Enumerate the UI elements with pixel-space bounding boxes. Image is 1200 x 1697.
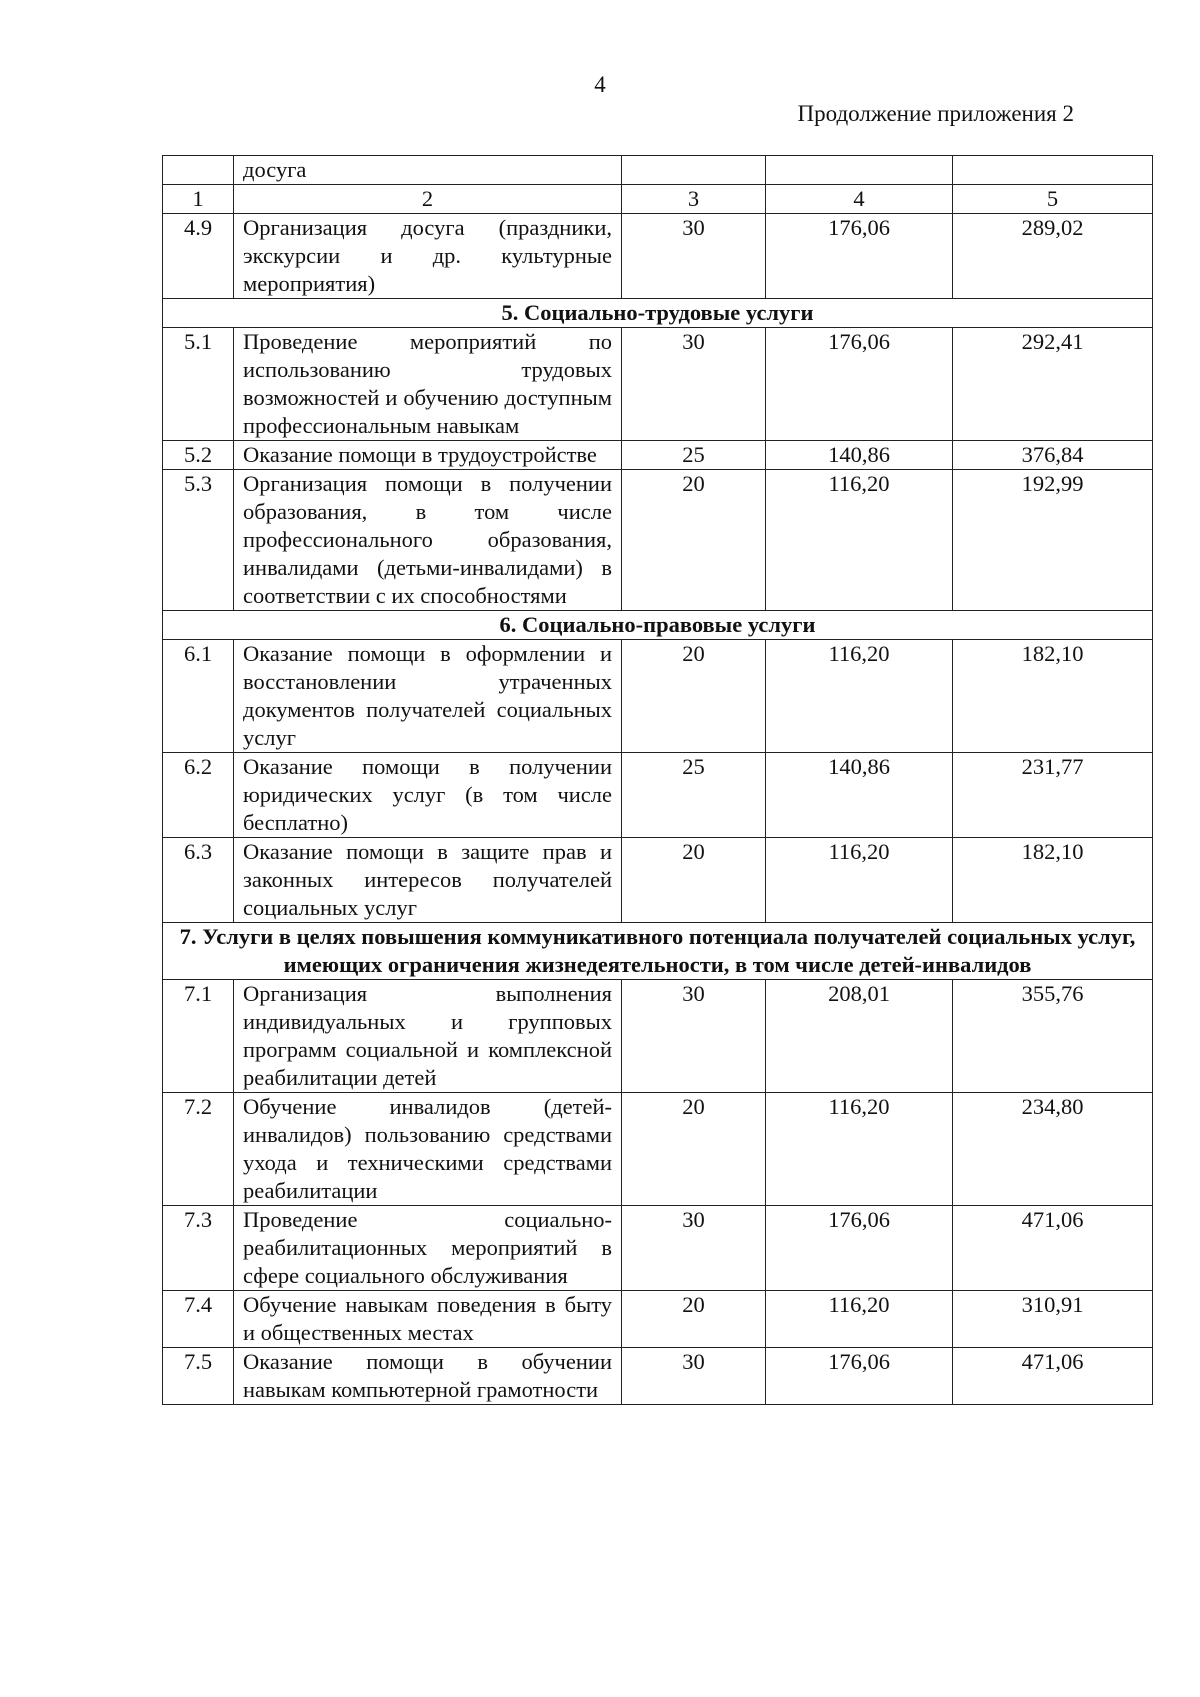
services-table bbox=[162, 155, 1153, 1405]
table-row bbox=[163, 838, 1153, 923]
tariff-value: 376,84 bbox=[953, 441, 1153, 470]
cost-value: 116,20 bbox=[766, 838, 953, 923]
row-number: 7.3 bbox=[163, 1206, 234, 1291]
service-name: Проведение мероприятий по использованию трудовых возможностей и обучению доступным профессиональным навыкам bbox=[234, 328, 622, 441]
column-number: 3 bbox=[622, 185, 766, 214]
table-cell bbox=[953, 156, 1153, 185]
section-heading-row bbox=[163, 923, 1153, 980]
table-row bbox=[163, 1291, 1153, 1348]
cost-value: 116,20 bbox=[766, 640, 953, 753]
cost-value: 176,06 bbox=[766, 1206, 953, 1291]
table-row bbox=[163, 753, 1153, 838]
service-name: Обучение навыкам поведения в быту и общественных местах bbox=[234, 1291, 622, 1348]
norm-value: 30 bbox=[622, 980, 766, 1093]
table-row bbox=[163, 441, 1153, 470]
norm-value: 30 bbox=[622, 1348, 766, 1405]
norm-value: 20 bbox=[622, 1291, 766, 1348]
row-number: 7.5 bbox=[163, 1348, 234, 1405]
continuation-label: Продолжение приложения 2 bbox=[797, 101, 1074, 126]
service-name: Оказание помощи в защите прав и законных интересов получателей социальных услуг bbox=[234, 838, 622, 923]
row-number: 6.1 bbox=[163, 640, 234, 753]
norm-value: 30 bbox=[622, 1206, 766, 1291]
table-cell bbox=[622, 156, 766, 185]
norm-value: 20 bbox=[622, 470, 766, 611]
section-heading-row bbox=[163, 299, 1153, 328]
table-row bbox=[163, 1093, 1153, 1206]
tariff-value: 471,06 bbox=[953, 1206, 1153, 1291]
service-name: Организация помощи в получении образования, в том числе профессионального образования, инвалидами (детьми-инвалидами) в соответствии с их способностями bbox=[234, 470, 622, 611]
table-cell bbox=[163, 156, 234, 185]
column-number: 1 bbox=[163, 185, 234, 214]
column-number: 4 bbox=[766, 185, 953, 214]
service-name: Оказание помощи в получении юридических услуг (в том числе бесплатно) bbox=[234, 753, 622, 838]
row-number: 6.3 bbox=[163, 838, 234, 923]
tariff-value: 289,02 bbox=[953, 214, 1153, 299]
row-number: 7.4 bbox=[163, 1291, 234, 1348]
table-row bbox=[163, 214, 1153, 299]
cost-value: 208,01 bbox=[766, 980, 953, 1093]
row-number: 6.2 bbox=[163, 753, 234, 838]
cost-value: 176,06 bbox=[766, 1348, 953, 1405]
tariff-value: 182,10 bbox=[953, 640, 1153, 753]
row-number: 5.2 bbox=[163, 441, 234, 470]
table-cell: досуга bbox=[234, 156, 622, 185]
row-number: 5.3 bbox=[163, 470, 234, 611]
section-heading: 6. Социально-правовые услуги bbox=[163, 611, 1153, 640]
norm-value: 20 bbox=[622, 640, 766, 753]
table-row bbox=[163, 1348, 1153, 1405]
row-number: 7.1 bbox=[163, 980, 234, 1093]
norm-value: 25 bbox=[622, 753, 766, 838]
service-name: Организация досуга (праздники, экскурсии и др. культурные мероприятия) bbox=[234, 214, 622, 299]
norm-value: 20 bbox=[622, 838, 766, 923]
table-row bbox=[163, 1206, 1153, 1291]
column-number-row bbox=[163, 185, 1153, 214]
cost-value: 116,20 bbox=[766, 1093, 953, 1206]
tariff-value: 192,99 bbox=[953, 470, 1153, 611]
row-number: 4.9 bbox=[163, 214, 234, 299]
service-name: Проведение социально-реабилитационных мероприятий в сфере социального обслуживания bbox=[234, 1206, 622, 1291]
norm-value: 20 bbox=[622, 1093, 766, 1206]
table-row bbox=[163, 328, 1153, 441]
cost-value: 116,20 bbox=[766, 470, 953, 611]
cost-value: 176,06 bbox=[766, 214, 953, 299]
norm-value: 30 bbox=[622, 328, 766, 441]
service-name: Оказание помощи в обучении навыкам компьютерной грамотности bbox=[234, 1348, 622, 1405]
table-cell bbox=[766, 156, 953, 185]
cost-value: 176,06 bbox=[766, 328, 953, 441]
cost-value: 140,86 bbox=[766, 753, 953, 838]
tariff-value: 231,77 bbox=[953, 753, 1153, 838]
tariff-value: 471,06 bbox=[953, 1348, 1153, 1405]
column-number: 2 bbox=[234, 185, 622, 214]
tariff-value: 310,91 bbox=[953, 1291, 1153, 1348]
service-name: Оказание помощи в трудоустройстве bbox=[234, 441, 622, 470]
section-heading: 5. Социально-трудовые услуги bbox=[163, 299, 1153, 328]
table-row bbox=[163, 980, 1153, 1093]
page-number: 4 bbox=[594, 72, 606, 97]
tariff-value: 355,76 bbox=[953, 980, 1153, 1093]
section-heading: 7. Услуги в целях повышения коммуникативного потенциала получателей социальных услуг, имеющих ограничения жизнедеятельности, в том числе детей-инвалидов bbox=[163, 923, 1153, 980]
service-name: Обучение инвалидов (детей-инвалидов) пользованию средствами ухода и техническими средствами реабилитации bbox=[234, 1093, 622, 1206]
table-row bbox=[163, 640, 1153, 753]
carry-over-row bbox=[163, 156, 1153, 185]
cost-value: 116,20 bbox=[766, 1291, 953, 1348]
row-number: 5.1 bbox=[163, 328, 234, 441]
cost-value: 140,86 bbox=[766, 441, 953, 470]
norm-value: 30 bbox=[622, 214, 766, 299]
column-number: 5 bbox=[953, 185, 1153, 214]
table-row bbox=[163, 470, 1153, 611]
service-name: Организация выполнения индивидуальных и групповых программ социальной и комплексной реабилитации детей bbox=[234, 980, 622, 1093]
service-name: Оказание помощи в оформлении и восстановлении утраченных документов получателей социальных услуг bbox=[234, 640, 622, 753]
row-number: 7.2 bbox=[163, 1093, 234, 1206]
norm-value: 25 bbox=[622, 441, 766, 470]
tariff-value: 234,80 bbox=[953, 1093, 1153, 1206]
tariff-value: 292,41 bbox=[953, 328, 1153, 441]
tariff-value: 182,10 bbox=[953, 838, 1153, 923]
section-heading-row bbox=[163, 611, 1153, 640]
